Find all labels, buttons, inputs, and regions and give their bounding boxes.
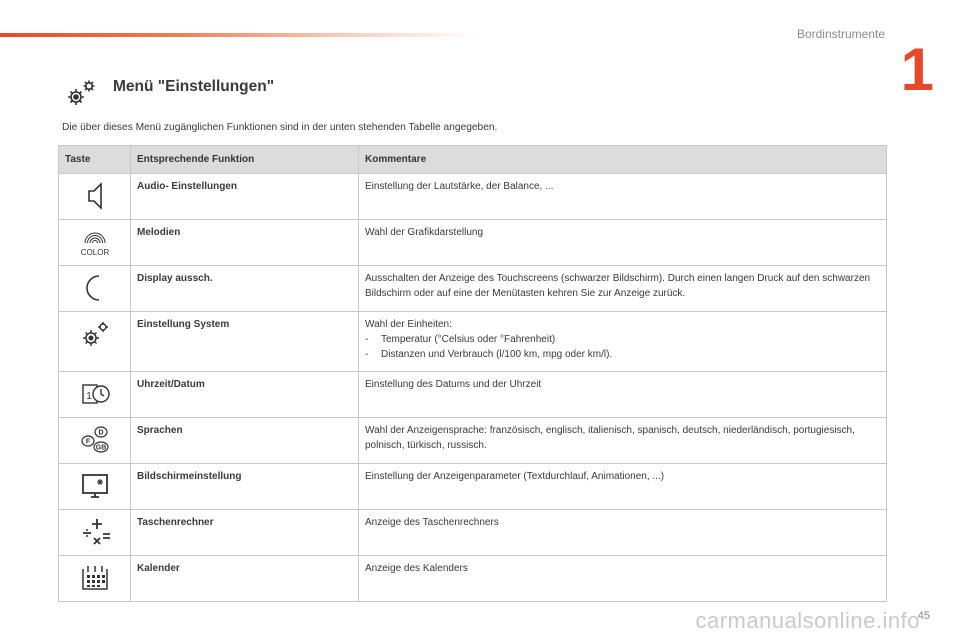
language-icon-label-f: F [85, 438, 90, 446]
comment: Wahl der Einheiten: [365, 319, 452, 330]
table-row [59, 174, 887, 220]
table-header-row [59, 146, 887, 174]
function-name: Melodien [131, 220, 359, 266]
function-name: Kalender [131, 556, 359, 602]
moon-icon [75, 271, 115, 305]
function-name: Einstellung System [131, 312, 359, 372]
column-header-taste: Taste [59, 146, 131, 174]
function-name: Audio- Einstellungen [131, 174, 359, 220]
clock-calendar-icon [75, 377, 115, 411]
table-row [59, 556, 887, 602]
watermark: carmanualsonline.info [695, 608, 920, 633]
color-icon-label: COLOR [80, 248, 109, 257]
top-accent-bar [0, 33, 480, 37]
table-row [59, 418, 887, 464]
gear-icon [75, 317, 115, 351]
page-number: 45 [917, 610, 930, 622]
function-name: Sprachen [131, 418, 359, 464]
column-header-funktion: Entsprechende Funktion [131, 146, 359, 174]
function-name: Taschenrechner [131, 510, 359, 556]
comment: Einstellung der Lautstärke, der Balance, ... [365, 181, 554, 192]
language-icon [75, 423, 115, 457]
comment: Einstellung der Anzeigenparameter (Textdurchlauf, Animationen, ...) [365, 471, 665, 482]
function-name: Bildschirmeinstellung [131, 464, 359, 510]
table-row [59, 220, 887, 266]
function-name: Display aussch. [131, 266, 359, 312]
speaker-icon [75, 179, 115, 213]
function-name: Uhrzeit/Datum [131, 372, 359, 418]
page-title: Menü "Einstellungen" [113, 78, 275, 95]
screen-settings-icon [75, 469, 115, 503]
comment-bullet: - Temperatur (°Celsius oder °Fahrenheit) [365, 332, 880, 347]
language-icon-label-gb: GB [95, 444, 106, 452]
functions-table [58, 145, 887, 602]
chapter-number: 1 [900, 36, 934, 103]
intro-text: Die über dieses Menü zugänglichen Funktionen sind in der unten stehenden Tabelle angegeben. [62, 122, 498, 133]
comment: Ausschalten der Anzeige des Touchscreens (schwarzer Bildschirm). Durch einen langen Druck auf den schwarzen Bildschirm oder auf eine der Menütasten kehren Sie zur Anzeige zurück. [365, 273, 871, 299]
comment: Anzeige des Taschenrechners [365, 517, 499, 528]
clock-calendar-icon-label: 1 [85, 391, 92, 402]
gear-icon [64, 77, 98, 109]
calculator-icon [75, 515, 115, 549]
calendar-icon [75, 561, 115, 595]
table-row [59, 510, 887, 556]
column-header-kommentare: Kommentare [359, 146, 887, 174]
section-title: Bordinstrumente [796, 27, 885, 41]
comment: Einstellung des Datums und der Uhrzeit [365, 379, 542, 390]
language-icon-label-d: D [97, 429, 104, 437]
table-row [59, 464, 887, 510]
color-icon [75, 225, 115, 259]
table-row [59, 312, 887, 372]
table-row [59, 372, 887, 418]
comment: Wahl der Grafikdarstellung [365, 227, 484, 238]
comment: Wahl der Anzeigensprache: französisch, englisch, italienisch, spanisch, deutsch, niederländisch, portugiesisch, polnisch, türkisch, russisch. [365, 425, 855, 451]
table-row [59, 266, 887, 312]
comment: Anzeige des Kalenders [365, 563, 468, 574]
comment-bullet: - Distanzen und Verbrauch (l/100 km, mpg oder km/l). [365, 347, 880, 362]
